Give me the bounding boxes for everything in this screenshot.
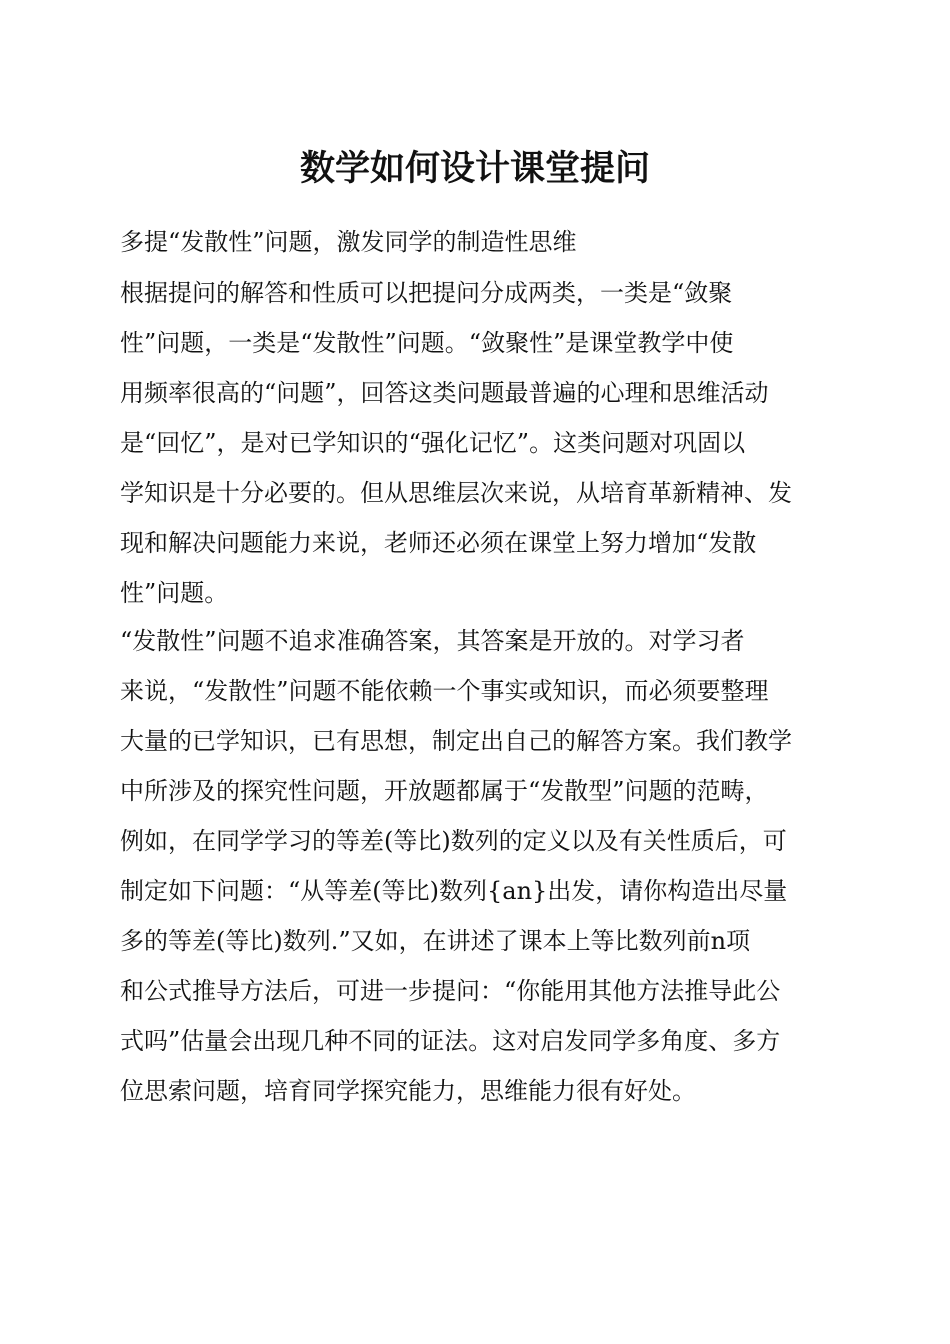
text-line: 现和解决问题能力来说，老师还必须在课堂上努力增加“发散 — [120, 529, 757, 557]
text-line: 学知识是十分必要的。但从思维层次来说，从培育革新精神、发 — [120, 479, 792, 507]
text-line: “发散性”问题不追求准确答案，其答案是开放的。对学习者 — [120, 627, 745, 655]
page-title: 数学如何设计课堂提问 — [299, 148, 650, 189]
paragraph-1 — [120, 268, 840, 618]
text-line: 例如，在同学学习的等差(等比)数列的定义以及有关性质后，可 — [120, 827, 787, 855]
paragraph-2 — [120, 616, 840, 1116]
text-line: 中所涉及的探究性问题，开放题都属于“发散型”问题的范畴， — [120, 777, 769, 805]
text-line: 性”问题，一类是“发散性”问题。“敛聚性”是课堂教学中使 — [120, 329, 734, 357]
text-line: 大量的已学知识，已有思想，制定出自己的解答方案。我们教学 — [120, 727, 792, 755]
text-line: 来说，“发散性”问题不能依赖一个事实或知识，而必须要整理 — [120, 677, 769, 705]
text-line: 性”问题。 — [120, 579, 229, 607]
text-line: 和公式推导方法后，可进一步提问：“你能用其他方法推导此公 — [120, 977, 781, 1005]
text-line: 式吗”估量会出现几种不同的证法。这对启发同学多角度、多方 — [120, 1027, 781, 1055]
section-heading: 多提“发散性”问题，激发同学的制造性思维 — [120, 228, 577, 256]
text-line: 多的等差(等比)数列.”又如，在讲述了课本上等比数列前n项 — [120, 927, 751, 955]
text-line: 用频率很高的“问题”，回答这类问题最普遍的心理和思维活动 — [120, 379, 769, 407]
text-line: 根据提问的解答和性质可以把提问分成两类，一类是“敛聚 — [120, 279, 733, 307]
text-line: 制定如下问题：“从等差(等比)数列{an}出发，请你构造出尽量 — [120, 877, 788, 905]
text-line: 位思索问题，培育同学探究能力，思维能力很有好处。 — [120, 1077, 696, 1105]
text-line: 是“回忆”，是对已学知识的“强化记忆”。这类问题对巩固以 — [120, 429, 746, 457]
